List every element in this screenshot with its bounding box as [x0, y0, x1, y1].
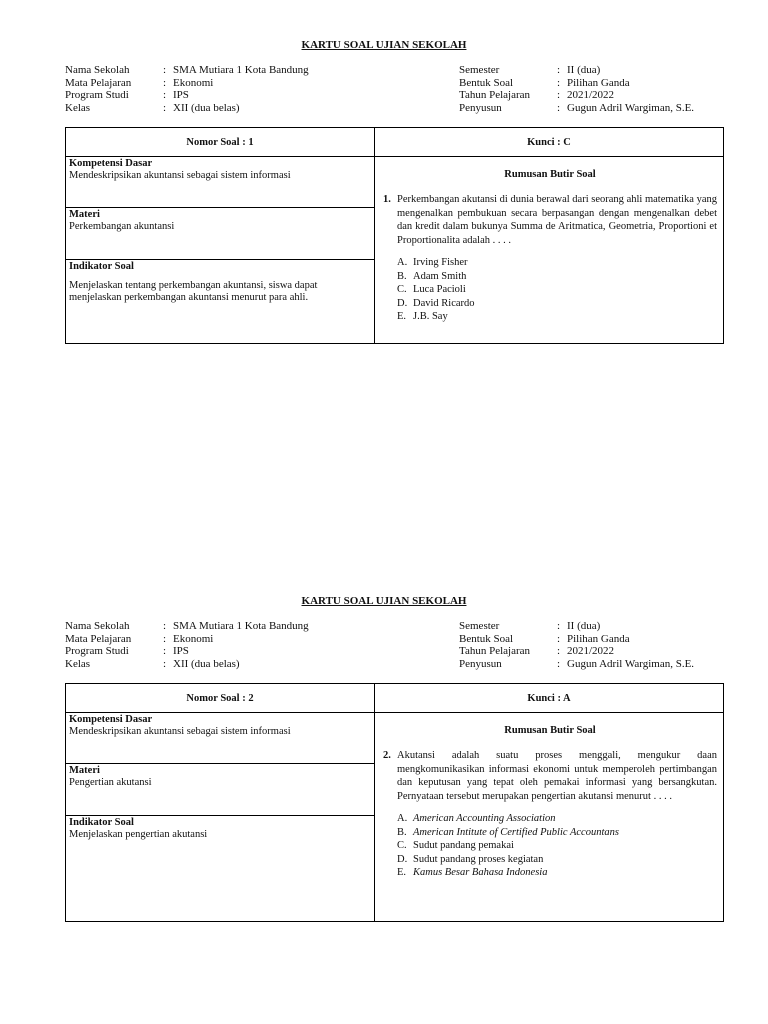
value-penyusun: Gugun Adril Wargiman, S.E. [567, 101, 695, 114]
kompetensi-dasar-section [66, 157, 374, 208]
rumusan-butir-soal [375, 157, 723, 344]
value-mata-pelajaran: Ekonomi [173, 632, 214, 645]
materi-label: Materi [69, 765, 100, 776]
label-penyusun: Penyusun [459, 657, 502, 670]
kunci-jawaban: Kunci : C [527, 136, 571, 148]
label-semester: Semester [459, 620, 500, 632]
option-c [397, 839, 717, 853]
option-e [397, 866, 717, 880]
option-letter: C. [397, 840, 407, 851]
option-d [397, 853, 717, 867]
option-text: J.B. Say [413, 311, 448, 322]
value-tahun-pelajaran: 2021/2022 [567, 89, 615, 101]
value-tahun-pelajaran: 2021/2022 [567, 645, 615, 657]
label-nama-sekolah: Nama Sekolah [65, 64, 130, 76]
option-letter: A. [397, 257, 408, 268]
question-number: 2. [383, 750, 391, 761]
materi-section [66, 764, 374, 816]
value-nama-sekolah: SMA Mutiara 1 Kota Bandung [173, 64, 309, 76]
materi-text: Pengertian akutansi [69, 777, 152, 788]
option-text: Kamus Besar Bahasa Indonesia [413, 867, 548, 878]
label-penyusun: Penyusun [459, 101, 502, 114]
rumusan-label: Rumusan Butir Soal [504, 725, 596, 736]
kompetensi-dasar-label: Kompetensi Dasar [69, 158, 153, 169]
value-program-studi: IPS [173, 89, 189, 101]
option-text: David Ricardo [413, 297, 475, 309]
option-d [397, 297, 717, 311]
rumusan-butir-soal [375, 713, 723, 922]
option-letter: D. [397, 297, 408, 309]
option-text: Sudut pandang pemakai [413, 840, 514, 851]
option-text: Luca Pacioli [413, 284, 466, 295]
option-text: Sudut pandang proses kegiatan [413, 853, 544, 865]
label-bentuk-soal: Bentuk Soal [459, 632, 514, 645]
materi-label: Materi [69, 209, 100, 220]
value-kelas: XII (dua belas) [173, 657, 240, 670]
value-program-studi: IPS [173, 645, 189, 657]
option-text: American Intitute of Certified Public Accountans [413, 826, 619, 838]
kompetensi-dasar-label: Kompetensi Dasar [69, 714, 153, 725]
question [383, 193, 717, 247]
card-title: KARTU SOAL UJIAN SEKOLAH [301, 595, 467, 607]
card-header-right: Semester : II (dua) Bentuk Soal : Pilihan Ganda Tahun Pelajaran : 2021/2022 Penyusun : Gugun Adril Wargiman, S.E. [459, 620, 695, 670]
nomor-soal: Nomor Soal : 1 [66, 128, 375, 156]
value-mata-pelajaran: Ekonomi [173, 76, 214, 89]
label-mata-pelajaran: Mata Pelajaran [65, 632, 132, 645]
kompetensi-dasar-text: Mendeskripsikan akuntansi sebagai sistem informasi [69, 726, 291, 737]
kompetensi-dasar-text: Mendeskripsikan akuntansi sebagai sistem informasi [69, 170, 291, 181]
card-title: KARTU SOAL UJIAN SEKOLAH [301, 39, 467, 51]
materi-section [66, 208, 374, 260]
option-text: Irving Fisher [413, 257, 468, 268]
option-letter: B. [397, 826, 407, 838]
value-bentuk-soal: Pilihan Ganda [567, 632, 630, 645]
option-letter: C. [397, 284, 407, 295]
label-program-studi: Program Studi [65, 89, 129, 101]
option-text: American Accounting Association [413, 813, 556, 824]
option-c [397, 283, 717, 297]
label-semester: Semester [459, 64, 500, 76]
question-number: 1. [383, 194, 391, 205]
value-semester: II (dua) [567, 620, 601, 632]
option-b [397, 270, 717, 284]
indikator-section [66, 260, 374, 344]
label-bentuk-soal: Bentuk Soal [459, 76, 514, 89]
answer-options [397, 812, 717, 880]
indikator-section [66, 816, 374, 922]
option-letter: E. [397, 311, 407, 322]
label-nama-sekolah: Nama Sekolah [65, 620, 130, 632]
label-tahun-pelajaran: Tahun Pelajaran [459, 645, 531, 657]
option-letter: B. [397, 270, 407, 282]
option-letter: D. [397, 853, 408, 865]
nomor-soal: Nomor Soal : 2 [66, 684, 375, 712]
value-semester: II (dua) [567, 64, 601, 76]
indikator-label: Indikator Soal [69, 817, 134, 828]
rumusan-label: Rumusan Butir Soal [504, 169, 596, 180]
question-text: Perkembangan akutansi di dunia berawal dari seorang ahli matematika yang mengenalkan pembukuan secara berpasangan dengan mengenalkan debet dan kredit dalam bukunya Summa de Aritmatica, Geometria, Proportioni et Proportionalita adalah . . . . [397, 194, 717, 246]
option-text: Adam Smith [413, 270, 467, 282]
card-header-left: Nama Sekolah : SMA Mutiara 1 Kota Bandung Mata Pelajaran : Ekonomi Program Studi : IPS Kelas : XII (dua belas) [65, 620, 309, 670]
card-header-left: Nama Sekolah : SMA Mutiara 1 Kota Bandung Mata Pelajaran : Ekonomi Program Studi : IPS Kelas : XII (dua belas) [65, 64, 309, 114]
question [383, 749, 717, 803]
answer-options [397, 256, 717, 324]
option-e [397, 310, 717, 324]
label-kelas: Kelas [65, 101, 91, 114]
materi-text: Perkembangan akuntansi [69, 221, 175, 232]
question-text: Akutansi adalah suatu proses menggali, mengukur daan mengkomunikasikan informasi ekonomi untuk memperoleh pertimbangan dan keputusan yang tepat oleh pemakai informasi yang bersangkutan. Pernyataan tersebut merupakan pengertian akutansi menurut . . . . [397, 750, 717, 802]
option-b [397, 826, 717, 840]
kompetensi-dasar-section [66, 713, 374, 764]
value-penyusun: Gugun Adril Wargiman, S.E. [567, 657, 695, 670]
option-letter: A. [397, 813, 408, 824]
card-header-right: Semester : II (dua) Bentuk Soal : Pilihan Ganda Tahun Pelajaran : 2021/2022 Penyusun : Gugun Adril Wargiman, S.E. [459, 64, 695, 114]
option-a [397, 256, 717, 270]
question-card-table [65, 127, 724, 344]
label-program-studi: Program Studi [65, 645, 129, 657]
label-kelas: Kelas [65, 657, 91, 670]
indikator-text: Menjelaskan tentang perkembangan akuntansi, siswa dapat menjelaskan perkembangan akuntansi menurut para ahli. [69, 280, 318, 303]
option-a [397, 812, 717, 826]
option-letter: E. [397, 867, 407, 878]
label-mata-pelajaran: Mata Pelajaran [65, 76, 132, 89]
indikator-label: Indikator Soal [69, 261, 134, 272]
value-bentuk-soal: Pilihan Ganda [567, 76, 630, 89]
indikator-text: Menjelaskan pengertian akutansi [69, 829, 208, 840]
value-nama-sekolah: SMA Mutiara 1 Kota Bandung [173, 620, 309, 632]
kunci-jawaban: Kunci : A [527, 692, 571, 704]
label-tahun-pelajaran: Tahun Pelajaran [459, 89, 531, 101]
question-card-table [65, 683, 724, 922]
value-kelas: XII (dua belas) [173, 101, 240, 114]
